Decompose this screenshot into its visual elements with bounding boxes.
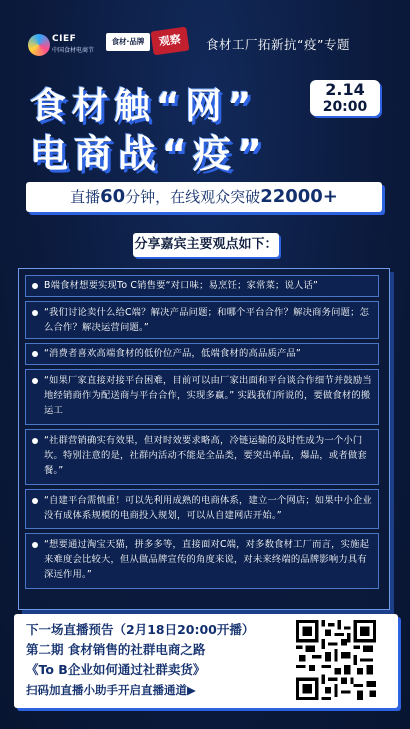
next-episode: 第二期 食材销售的社群电商之路 <box>26 642 206 657</box>
quotes-panel <box>18 268 390 610</box>
quote-text: “消费者喜欢高端食材的低价位产品，低端食材的高品质产品” <box>44 348 301 359</box>
next-session-box <box>14 614 398 708</box>
live-prefix: 直播 <box>70 188 101 206</box>
header <box>0 0 410 70</box>
logo-brand: CIEF <box>52 34 77 44</box>
quote-item <box>25 533 379 589</box>
bullet-icon <box>32 351 38 357</box>
quote-item <box>25 275 379 297</box>
quote-item <box>25 301 379 339</box>
quote-item <box>25 369 379 425</box>
quote-text: “如果厂家直接对接平台困难，目前可以由厂家出面和平台谈合作细节并鼓励当地经销商作为配送商与平台合作，实现多赢。” 实践我们所说的，要做食材的搬运工 <box>44 375 372 416</box>
quote-item <box>25 343 379 365</box>
quote-text: “想要通过淘宝天猫，拼多多等，直接面对C端，对多数食材工厂而言，实施起来难度会比较大，但从做品牌宣传的角度来说，对未来终端的品牌影响力具有深远作用。” <box>44 539 370 580</box>
bullet-icon <box>32 438 38 444</box>
bullet-icon <box>32 542 38 548</box>
live-minutes: 60 <box>100 186 126 207</box>
bullet-icon <box>32 310 38 316</box>
next-preview: 下一场直播预告（2月18日20:00开播） <box>26 622 255 637</box>
time-text: 20:00 <box>322 99 368 115</box>
observe-stamp: 观察 <box>151 27 190 56</box>
logo-mark-icon <box>28 34 50 56</box>
quote-text: B端食材想要实现To C销售要“对口味；易烹饪；家常菜；说人话” <box>44 280 319 291</box>
quote-text: “社群营销确实有效果，但对时效要求略高，冷链运输的及时性成为一个小门坎。特别注意的是，社群内活动不能是全品类，要突出单品，爆品，或者做套餐。” <box>44 435 367 476</box>
live-viewers: 22000+ <box>260 186 338 207</box>
main-title-line2: 电商战“疫” <box>30 132 268 176</box>
quote-item <box>25 429 379 485</box>
date-badge <box>310 80 380 116</box>
next-subtitle: 《To B企业如何通过社群卖货》 <box>26 662 206 677</box>
main-title-line1: 食材触“网” <box>30 86 258 127</box>
qr-code-icon[interactable] <box>296 620 376 700</box>
live-stats-bar <box>26 182 382 212</box>
bullet-icon <box>32 283 38 289</box>
brand-tag: 食材·品牌 <box>106 33 150 51</box>
cief-logo <box>28 34 102 56</box>
live-mid: 分钟，在线观众突破 <box>125 188 261 206</box>
bullet-icon <box>32 378 38 384</box>
quote-item <box>25 489 379 529</box>
share-heading: 分享嘉宾主要观点如下： <box>133 233 279 257</box>
quote-text: “我们讨论卖什么给C端？解决产品问题；和哪个平台合作？解决商务问题；怎么合作？解决运营问题。” <box>44 307 370 333</box>
quote-text: “自建平台需慎重！可以先利用成熟的电商体系，建立一个网店；如果中小企业没有成体系规模的电商投入规划，可以从自建网店开始。” <box>44 495 372 521</box>
logo-subtitle: 中国食材电商节 <box>52 47 95 54</box>
topic-title: 食材工厂拓新抗“疫”专题 <box>206 37 350 52</box>
bullet-icon <box>32 498 38 504</box>
date-text: 2.14 <box>325 80 365 99</box>
scan-cta: 扫码加直播小助手开启直播通道▶ <box>26 683 196 697</box>
